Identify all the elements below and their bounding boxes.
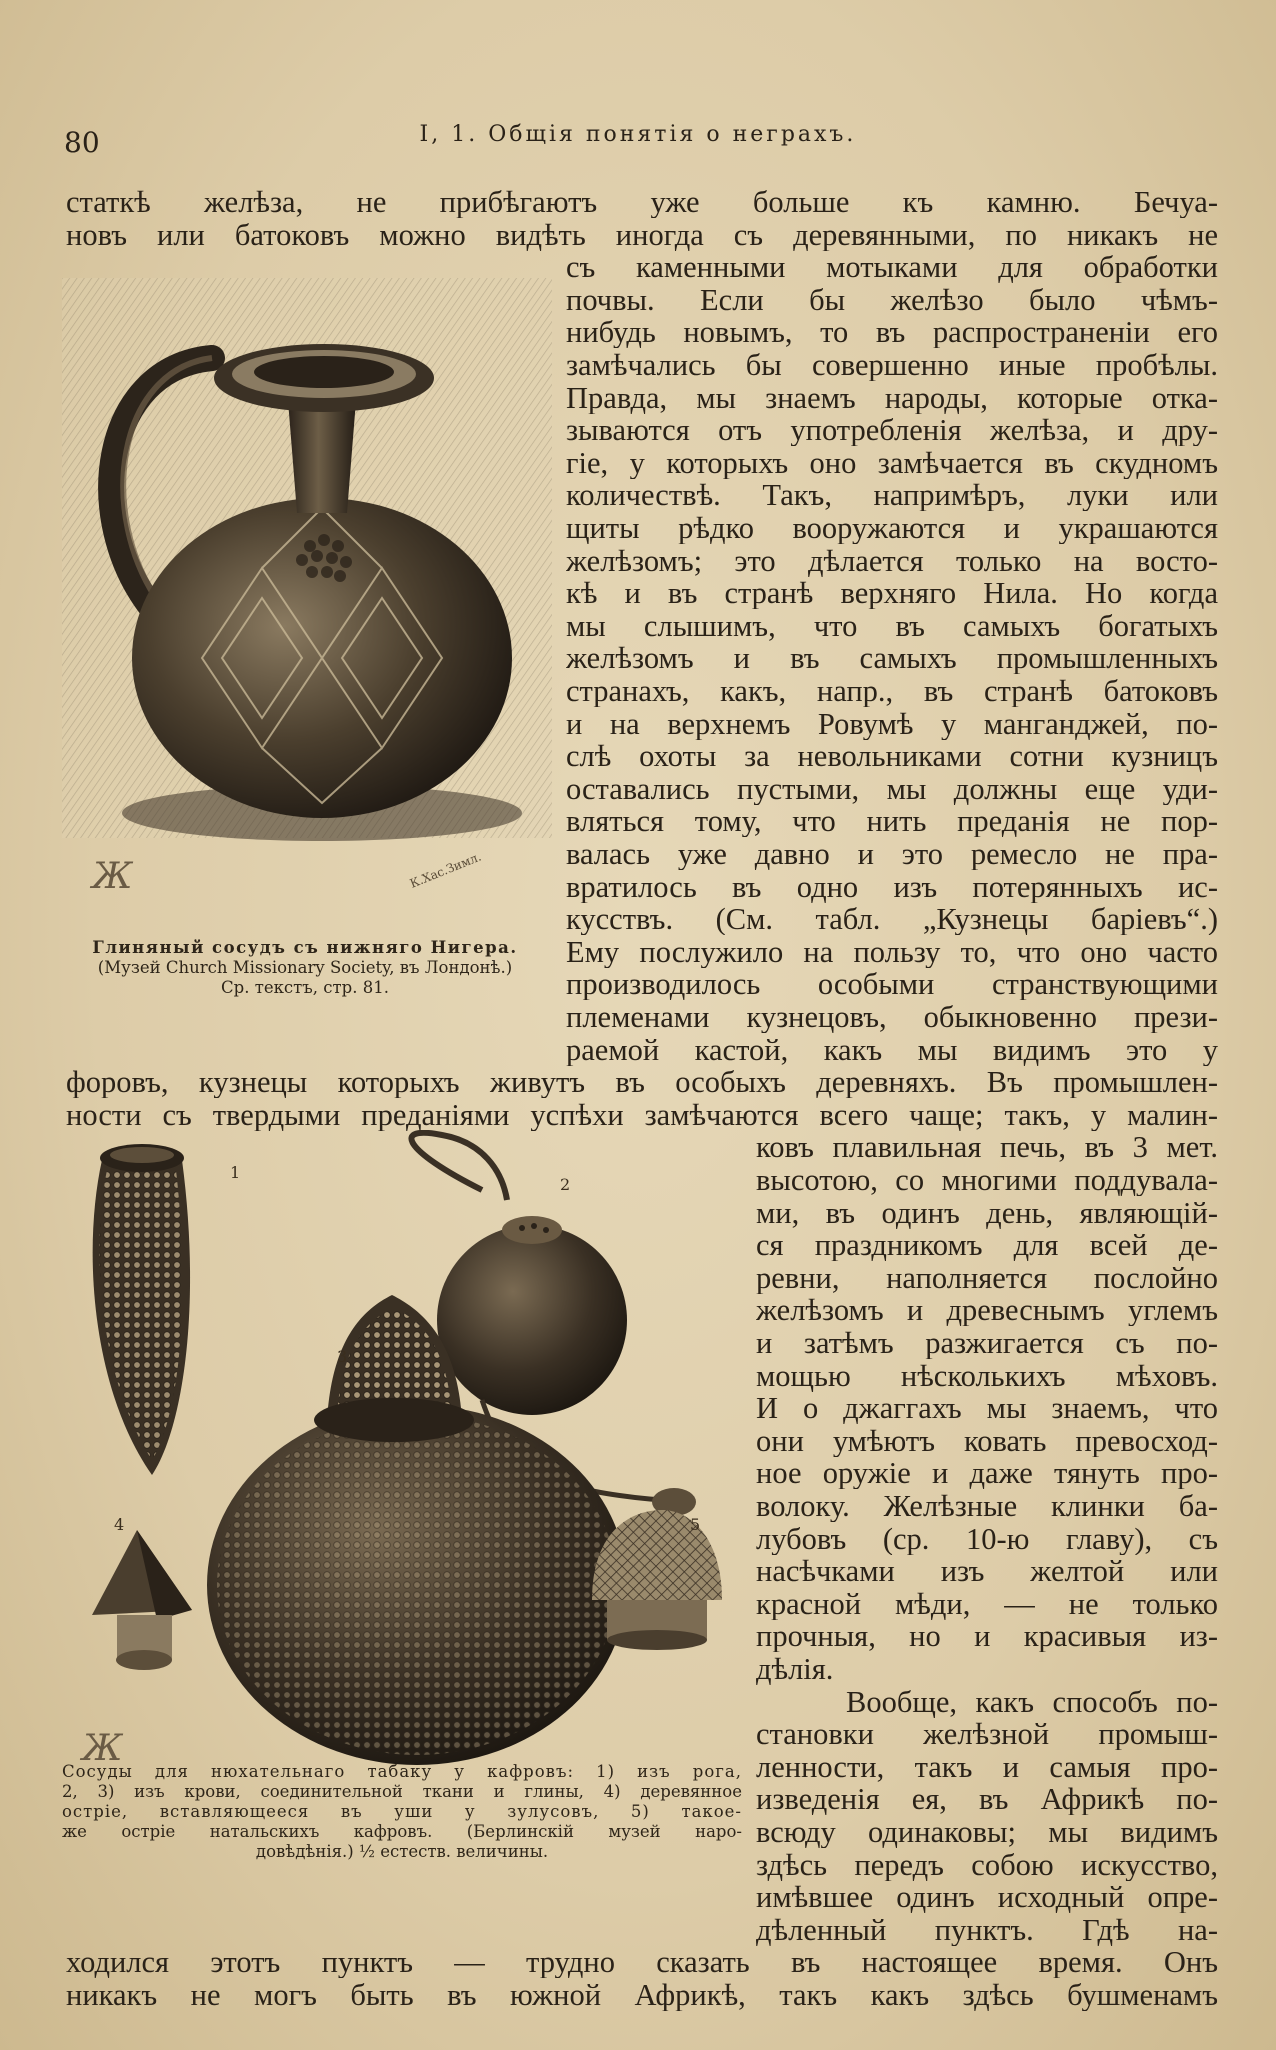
text-line: и на верхнемъ Ровумѣ у манганджей, по- [566, 708, 1218, 740]
figure-number: 3 [337, 1347, 348, 1366]
text-line: раемой кастой, какъ мы видимъ это у [566, 1034, 1218, 1066]
text-line: ное оружіе и даже тянуть про- [756, 1457, 1218, 1489]
text-line: ковъ плавильная печь, въ 3 мет. [756, 1131, 1218, 1163]
text-line: кусствъ. (См. табл. „Кузнецы баріевъ“.) [566, 903, 1218, 935]
figure-number: 2 [560, 1175, 571, 1194]
text-line: красной мѣди, — не только [756, 1588, 1218, 1620]
text-line: желѣзомъ; это дѣлается только на восто- [566, 545, 1218, 577]
text-line: всюду одинаковы; мы видимъ [756, 1816, 1218, 1848]
text-line: кѣ и въ странѣ верхняго Нила. Но когда [566, 577, 1218, 609]
text-line: и затѣмъ разжигается съ по- [756, 1327, 1218, 1359]
text-line: ми, въ одинъ день, являющій- [756, 1197, 1218, 1229]
artist-signature: Ж [82, 1728, 123, 1769]
text-line: племенами кузнецовъ, обыкновенно прези- [566, 1001, 1218, 1033]
text-line: форовъ, кузнецы которыхъ живутъ въ особыхъ деревняхъ. Въ промышлен- [66, 1066, 1218, 1098]
text-line: валась уже давно и это ремесло не пра- [566, 838, 1218, 870]
text-line: желѣзомъ и въ самыхъ промышленныхъ [566, 642, 1218, 674]
text-line: никакъ не могъ быть въ южной Африкѣ, такъ какъ здѣсь бушменамъ [66, 1979, 1218, 2011]
text-line: количествѣ. Такъ, напримѣръ, луки или [566, 479, 1218, 511]
text-line: оставались пустыми, мы должны еще уди- [566, 773, 1218, 805]
snuff-caption-line: остріе, вставляющееся въ уши у зулусовъ, 5) такое- [62, 1802, 742, 1821]
vessel-caption-line: Ср. текстъ, стр. 81. [221, 978, 389, 997]
text-line: мощью нѣсколькихъ мѣховъ. [756, 1360, 1218, 1392]
text-line: имѣвшее одинъ исходный опре- [756, 1881, 1218, 1913]
text-line: ся праздникомъ для всей де- [756, 1229, 1218, 1261]
snuff-caption [62, 1762, 742, 1862]
text-line: щиты рѣдко вооружаются и украшаются [566, 512, 1218, 544]
snuff-caption-line: довѣдѣнія.) ½ естеств. величины. [255, 1842, 549, 1861]
text-line: вляться тому, что нить преданія не пор- [566, 805, 1218, 837]
text-line: производилось особыми странствующими [566, 968, 1218, 1000]
vessel-caption-line: Глиняный сосудъ съ нижняго Нигера. [92, 938, 518, 957]
text-line: насѣчками изъ желтой или [756, 1555, 1218, 1587]
text-line: ности съ твердыми преданіями успѣхи замѣчаются всего чаще; такъ, у малин- [66, 1099, 1218, 1131]
text-line: съ каменными мотыками для обработки [566, 251, 1218, 283]
text-line: становки желѣзной промыш- [756, 1718, 1218, 1750]
text-line: странахъ, какъ, напр., въ странѣ батоковъ [566, 675, 1218, 707]
text-line: волоку. Желѣзные клинки ба- [756, 1490, 1218, 1522]
page-number: 80 [64, 126, 100, 159]
text-line: зываются отъ употребленія желѣза, и дру- [566, 414, 1218, 446]
figure-number: 5 [690, 1515, 701, 1534]
text-line: лубовъ (ср. 10-ю главу), съ [756, 1523, 1218, 1555]
snuff-caption-line: 2, 3) изъ крови, соединительной ткани и глины, 4) деревянное [62, 1782, 742, 1801]
snuff-containers-illustration [62, 1130, 722, 1770]
text-line: они умѣютъ ковать превосход- [756, 1425, 1218, 1457]
snuff-caption-line: Сосуды для нюхательнаго табаку у кафровъ: 1) изъ рога, [62, 1762, 742, 1781]
text-line: замѣчались бы совершенно иные пробѣлы. [566, 349, 1218, 381]
text-line: ленности, такъ и самыя про- [756, 1751, 1218, 1783]
snuff-caption-line: же остріе натальскихъ кафровъ. (Берлинскій музей наро- [62, 1822, 742, 1841]
text-line: нибудь новымъ, то въ распространеніи его [566, 316, 1218, 348]
text-line: Ему послужило на пользу то, что оно часто [566, 936, 1218, 968]
text-line: изведенія ея, въ Африкѣ по- [756, 1783, 1218, 1815]
text-line: гіе, у которыхъ оно замѣчается въ скудномъ [566, 447, 1218, 479]
beaded-horn-container [93, 1144, 190, 1475]
text-line: почвы. Если бы желѣзо было чѣмъ- [566, 284, 1218, 316]
text-line: дѣлія. [756, 1653, 834, 1685]
text-line: ходился этотъ пунктъ — трудно сказать въ настоящее время. Онъ [66, 1946, 1218, 1978]
figure-number: 4 [114, 1515, 125, 1534]
engraver-signature: К.Хас.Зимл. [407, 849, 484, 891]
text-line: Вообще, какъ способъ по- [846, 1686, 1218, 1718]
text-line: слѣ охоты за невольниками сотни кузницъ [566, 740, 1218, 772]
text-line: И о джаггахъ мы знаемъ, что [756, 1392, 1218, 1424]
text-line: мы слышимъ, что въ самыхъ богатыхъ [566, 610, 1218, 642]
vessel-caption [62, 938, 548, 998]
text-line: статкѣ желѣза, не прибѣгаютъ уже больше къ камню. Бечуа- [66, 186, 1218, 218]
text-line: вратилось въ одно изъ потерянныхъ ис- [566, 871, 1218, 903]
text-line: желѣзомъ и древеснымъ углемъ [756, 1294, 1218, 1326]
vessel-caption-line: (Музей Church Missionary Society, въ Лондонѣ.) [97, 958, 513, 977]
text-line: ревни, наполняется послойно [756, 1262, 1218, 1294]
wooden-ear-point [92, 1530, 192, 1670]
text-line: высотою, со многими поддувала- [756, 1164, 1218, 1196]
figure-number: 1 [230, 1163, 241, 1182]
text-line: Правда, мы знаемъ народы, которые отка- [566, 382, 1218, 414]
text-line: новъ или батоковъ можно видѣть иногда съ деревянными, по никакъ не [66, 219, 1218, 251]
text-line: здѣсь передъ собою искусство, [756, 1849, 1218, 1881]
text-line: прочныя, но и красивыя из- [756, 1620, 1218, 1652]
artist-signature: Ж [92, 856, 133, 897]
text-line: дѣленный пунктъ. Гдѣ на- [756, 1914, 1218, 1946]
running-head: I, 1. Общія понятія о неграхъ. [419, 122, 857, 147]
clay-vessel-illustration [62, 278, 552, 898]
